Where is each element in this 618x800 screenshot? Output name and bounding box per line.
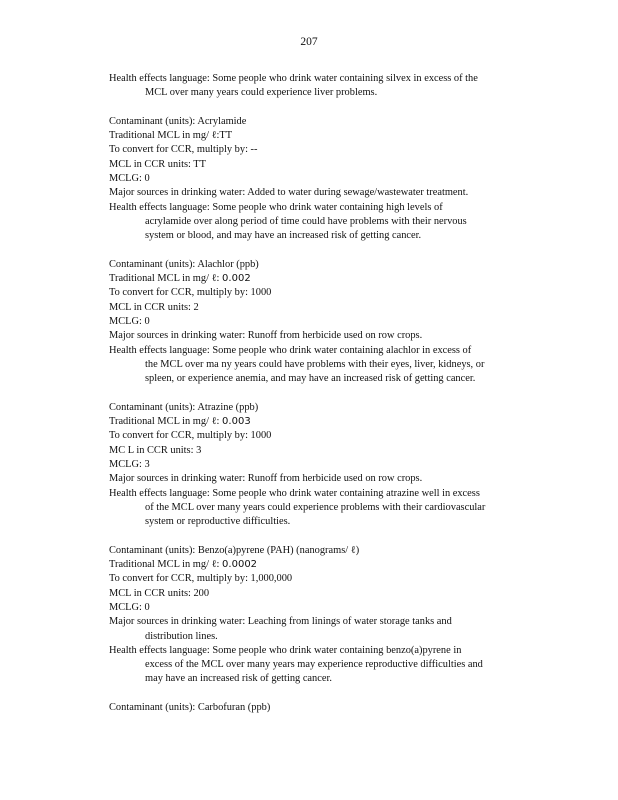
mcl-ccr-line: MCL in CCR units: TT [109, 158, 206, 170]
convert-line: To convert for CCR, multiply by: 1000 [109, 430, 272, 442]
mclg-line: MCLG: 0 [109, 173, 150, 185]
health-effects-label: Health effects language: [109, 644, 210, 656]
mcl-ccr-line: MCL in CCR units: 200 [109, 587, 210, 599]
major-sources-continuation: distribution lines. [145, 630, 218, 642]
health-effects-continuation: MCL over many years could experience liver problems. [145, 87, 378, 99]
traditional-mcl-line: Traditional MCL in mg/ ℓ: 0.003 [109, 416, 251, 428]
convert-line: To convert for CCR, multiply by: 1000 [109, 287, 272, 299]
health-effects-text: Some people who drink water containing high levels of [212, 201, 443, 213]
benzo-a-pyrene-entry [109, 544, 549, 687]
contaminant-line: Contaminant (units): Carbofuran (ppb) [109, 702, 271, 714]
convert-line: To convert for CCR, multiply by: 1,000,000 [109, 573, 293, 585]
major-sources-line: Major sources in drinking water: Runoff from herbicide used on row crops. [109, 473, 423, 485]
major-sources-line: Major sources in drinking water: Added to water during sewage/wastewater treatment. [109, 187, 469, 199]
health-effects-label: Health effects language: [109, 201, 210, 213]
major-sources-line: Major sources in drinking water: Leaching from linings of water storage tanks and [109, 616, 452, 628]
health-effects-continuation: acrylamide over along period of time could have problems with their nervous [145, 215, 467, 227]
page-number: 207 [300, 36, 318, 48]
contaminant-line: Contaminant (units): Acrylamide [109, 115, 247, 127]
health-effects-continuation: system or blood, and may have an increased risk of getting cancer. [145, 230, 422, 242]
health-effects-continuation: may have an increased risk of getting cancer. [145, 673, 332, 685]
carbofuran-entry [109, 701, 549, 715]
health-effects-label: Health effects language: [109, 487, 210, 499]
contaminant-line: Contaminant (units): Alachlor (ppb) [109, 258, 259, 270]
acrylamide-entry [109, 115, 549, 244]
traditional-mcl-value: 0.0002 [222, 559, 258, 571]
atrazine-entry [109, 401, 549, 530]
traditional-mcl-line: Traditional MCL in mg/ ℓ: 0.0002 [109, 559, 258, 571]
alachlor-entry [109, 258, 549, 387]
contaminant-line: Contaminant (units): Benzo(a)pyrene (PAH) (nanograms/ ℓ) [109, 544, 360, 556]
health-effects-text: Some people who drink water containing silvex in excess of the [212, 73, 478, 84]
convert-line: To convert for CCR, multiply by: -- [109, 144, 258, 156]
traditional-mcl-value: 0.002 [222, 273, 251, 285]
health-effects-label: Health effects language: [109, 73, 210, 84]
contaminant-line: Contaminant (units): Atrazine (ppb) [109, 401, 259, 413]
document-body [109, 72, 549, 715]
health-effects-continuation: spleen, or experience anemia, and may have an increased risk of getting cancer. [145, 373, 476, 385]
health-effects-text: Some people who drink water containing atrazine well in excess [212, 487, 480, 499]
health-effects-continuation: of the MCL over many years could experience problems with their cardiovascular [145, 501, 486, 513]
health-effects-text: Some people who drink water containing alachlor in excess of [212, 344, 472, 356]
major-sources-line: Major sources in drinking water: Runoff from herbicide used on row crops. [109, 330, 423, 342]
health-effects-continuation: the MCL over ma ny years could have problems with their eyes, liver, kidneys, or [145, 358, 485, 370]
health-effects-label: Health effects language: [109, 344, 210, 356]
traditional-mcl-value: 0.003 [222, 416, 251, 428]
mclg-line: MCLG: 3 [109, 459, 150, 471]
mcl-ccr-line: MC L in CCR units: 3 [109, 444, 202, 456]
health-effects-continuation: excess of the MCL over many years may experience reproductive difficulties and [145, 659, 483, 671]
mcl-ccr-line: MCL in CCR units: 2 [109, 301, 199, 313]
mclg-line: MCLG: 0 [109, 601, 150, 613]
mclg-line: MCLG: 0 [109, 316, 150, 328]
traditional-mcl-line: Traditional MCL in mg/ ℓ:TT [109, 130, 233, 142]
health-effects-text: Some people who drink water containing benzo(a)pyrene in [212, 644, 462, 656]
health-effects-continuation: system or reproductive difficulties. [145, 516, 291, 528]
silvex-health-effects [109, 72, 549, 101]
traditional-mcl-line: Traditional MCL in mg/ ℓ: 0.002 [109, 273, 251, 285]
